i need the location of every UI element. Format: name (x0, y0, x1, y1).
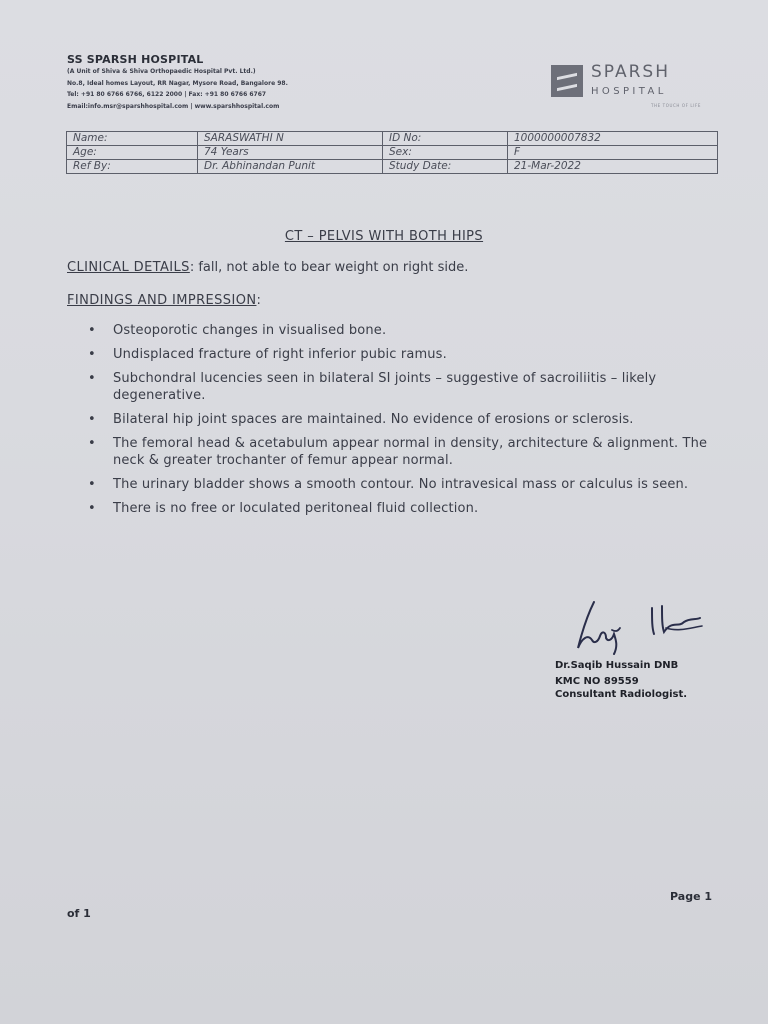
findings-label: FINDINGS AND IMPRESSION (67, 293, 257, 308)
table-cell: Name: (67, 132, 198, 146)
sparsh-logo (551, 62, 711, 112)
report-title-text: CT – PELVIS WITH BOTH HIPS (284, 229, 484, 244)
hospital-phone-line: Tel: +91 80 6766 6766, 6122 2000 | Fax: +91 80 6766 6767 (67, 91, 267, 98)
table-row (67, 146, 718, 160)
findings-list (88, 322, 718, 524)
table-row (67, 132, 718, 146)
table-cell: 74 Years (198, 146, 383, 160)
page-count: of 1 (67, 907, 91, 920)
doctor-registration: KMC NO 89559 (555, 676, 639, 687)
clinical-details-label: CLINICAL DETAILS (67, 260, 190, 275)
table-cell: Study Date: (383, 160, 508, 174)
logo-mark-icon (551, 65, 583, 97)
table-cell: Ref By: (67, 160, 198, 174)
table-cell: Age: (67, 146, 198, 160)
clinical-details (67, 260, 468, 275)
list-item: • Osteoporotic changes in visualised bone. (88, 322, 718, 339)
patient-details-table (66, 131, 718, 174)
logo-word: SPARSH (591, 62, 670, 82)
clinical-details-text: : fall, not able to bear weight on right side. (189, 260, 469, 275)
hospital-email-line: Email:info.msr@sparshhospital.com | www.sparshhospital.com (67, 103, 280, 110)
list-item: • The urinary bladder shows a smooth contour. No intravesical mass or calculus is seen. (88, 476, 718, 493)
table-cell: 1000000007832 (508, 132, 718, 146)
hospital-unit-line: (A Unit of Shiva & Shiva Orthopaedic Hospital Pvt. Ltd.) (67, 68, 256, 75)
findings-heading (67, 293, 261, 308)
hospital-address-line: No.8, Ideal homes Layout, RR Nagar, Mysore Road, Bangalore 98. (67, 80, 288, 87)
logo-tagline: THE TOUCH OF LIFE (651, 103, 701, 108)
table-cell: Dr. Abhinandan Punit (198, 160, 383, 174)
table-cell: Sex: (383, 146, 508, 160)
table-row (67, 160, 718, 174)
table-cell: ID No: (383, 132, 508, 146)
doctor-designation: Consultant Radiologist. (555, 689, 688, 700)
handwritten-signature (568, 598, 708, 656)
doctor-name: Dr.Saqib Hussain DNB (555, 660, 679, 671)
list-item: • Undisplaced fracture of right inferior pubic ramus. (88, 346, 718, 363)
report-title (0, 229, 768, 244)
hospital-name: SS SPARSH HOSPITAL (67, 53, 204, 66)
table-cell: SARASWATHI N (198, 132, 383, 146)
findings-colon: : (256, 293, 261, 308)
list-item: • The femoral head & acetabulum appear normal in density, architecture & alignment. The neck & greater trochanter of femur appear normal. (88, 435, 718, 469)
page-number: Page 1 (670, 890, 713, 903)
table-cell: 21-Mar-2022 (508, 160, 718, 174)
list-item: • Subchondral lucencies seen in bilateral SI joints – suggestive of sacroiliitis – likely degenerative. (88, 370, 718, 404)
table-cell: F (508, 146, 718, 160)
list-item: • Bilateral hip joint spaces are maintained. No evidence of erosions or sclerosis. (88, 411, 718, 428)
list-item: • There is no free or loculated peritoneal fluid collection. (88, 500, 718, 517)
logo-sub: HOSPITAL (591, 86, 667, 97)
